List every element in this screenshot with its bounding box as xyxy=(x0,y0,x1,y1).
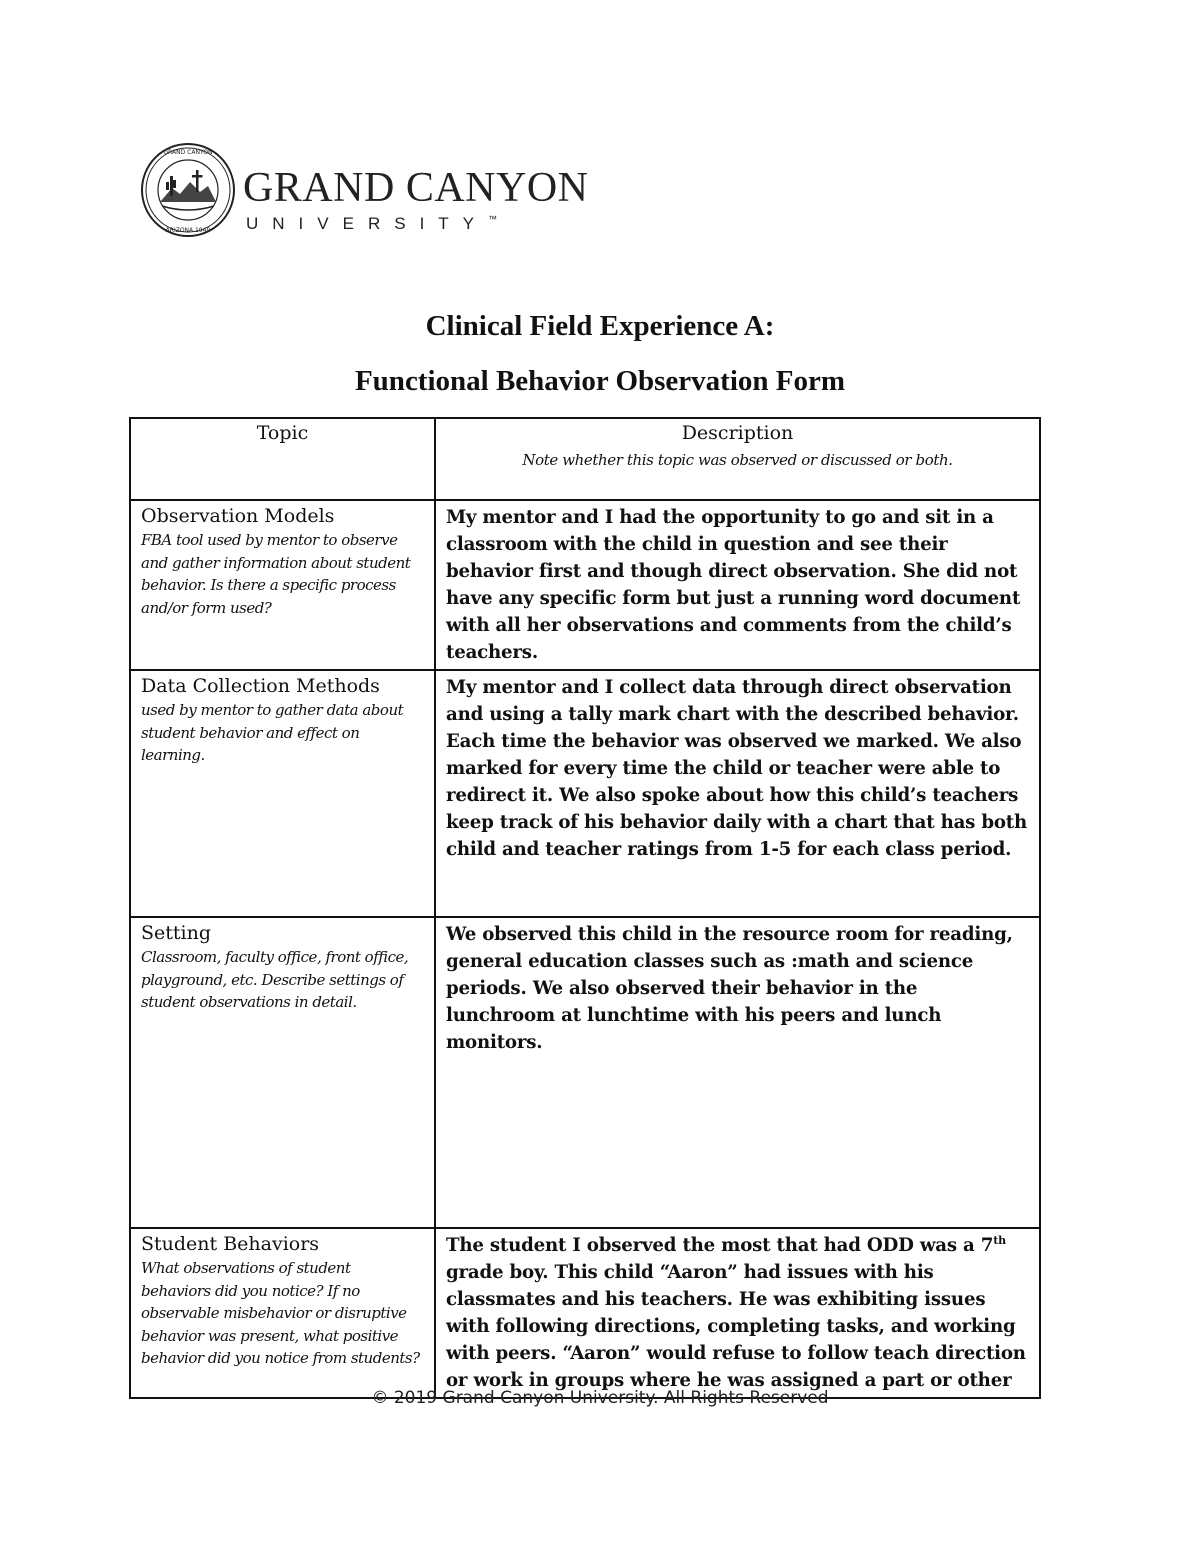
table-row xyxy=(130,500,1040,670)
table-row xyxy=(130,917,1040,1228)
topic-column-header: Topic xyxy=(130,418,435,500)
university-seal-icon xyxy=(140,142,236,238)
topic-cell xyxy=(130,1228,435,1398)
svg-text:ARIZONA 1949: ARIZONA 1949 xyxy=(165,227,211,234)
description-cell xyxy=(435,670,1040,917)
topic-hint: Classroom, faculty office, front office, playground, etc. Describe settings of student observations in detail. xyxy=(141,948,409,1011)
topic-hint: used by mentor to gather data about student behavior and effect on learning. xyxy=(141,701,404,764)
university-logo xyxy=(140,142,589,242)
table-row xyxy=(130,1228,1040,1398)
description-text: My mentor and I collect data through direct observation and using a tally mark chart with the described behavior. Each time the behavior was observed we marked. We also marked for every time the child or teacher were able to redirect it. We also spoke about how this child’s teachers keep track of his behavior daily with a chart that has both child and teacher ratings from 1-5 for each class period. xyxy=(446,677,1028,860)
brand-subtitle: UNIVERSITY™ xyxy=(246,214,498,233)
topic-label: Data Collection Methods xyxy=(141,675,380,697)
description-cell xyxy=(435,500,1040,670)
form-title: Clinical Field Experience A: xyxy=(425,310,775,342)
table-row xyxy=(130,670,1040,917)
topic-cell xyxy=(130,670,435,917)
topic-hint: What observations of student behaviors did you notice? If no observable misbehavior or disruptive behavior was present, what positive behavior did you notice from students? xyxy=(141,1259,420,1367)
description-text: My mentor and I had the opportunity to go and sit in a classroom with the child in question and see their behavior first and though direct observation. She did not have any specific form but just a running word document with all her observations and comments from the child’s teachers. xyxy=(446,507,1021,663)
topic-cell xyxy=(130,500,435,670)
description-cell xyxy=(435,917,1040,1228)
description-text: We observed this child in the resource room for reading, general education classes such as :math and science periods. We also observed their behavior in the lunchroom at lunchtime with his peers and lunch monitors. xyxy=(446,924,1013,1053)
description-column-header: Description Note whether this topic was observed or discussed or both. xyxy=(435,418,1040,500)
description-cell xyxy=(435,1228,1040,1398)
topic-cell xyxy=(130,917,435,1228)
brand-name: GRAND CANYON xyxy=(243,165,589,211)
form-subtitle: Functional Behavior Observation Form xyxy=(354,365,846,397)
description-note: Note whether this topic was observed or discussed or both. xyxy=(522,451,953,469)
svg-text:GRAND CANYON: GRAND CANYON xyxy=(163,149,213,156)
table-header-row xyxy=(130,418,1040,500)
topic-label: Student Behaviors xyxy=(141,1233,320,1255)
observation-table xyxy=(129,417,1041,1399)
topic-label: Setting xyxy=(141,922,212,944)
copyright-footer: © 2019 Grand Canyon University. All Rights Reserved xyxy=(371,1388,829,1408)
topic-label: Observation Models xyxy=(141,505,335,527)
topic-hint: FBA tool used by mentor to observe and gather information about student behavior. Is there a specific process and/or form used? xyxy=(141,531,411,617)
description-text: The student I observed the most that had ODD was a 7th grade boy. This child “Aaron” had issues with his classmates and his teachers. He was exhibiting issues with following directions, completing tasks, and working with peers. “Aaron” would refuse to follow teach direction or work in groups where he was assigned a part or other xyxy=(446,1233,1026,1391)
